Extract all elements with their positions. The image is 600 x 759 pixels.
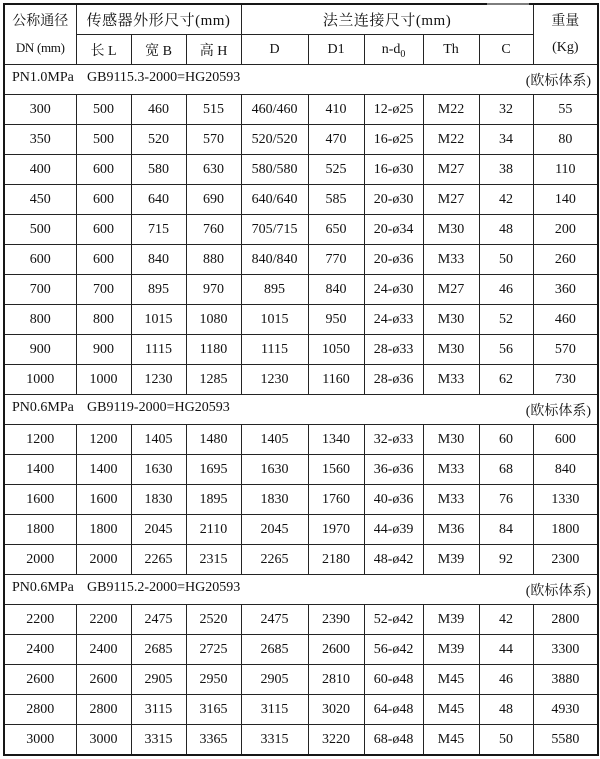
section-row bbox=[4, 65, 598, 95]
cell-n-d0: 24-ø30 bbox=[364, 275, 423, 305]
cell-d1: 2390 bbox=[308, 605, 364, 635]
data-row bbox=[4, 605, 598, 635]
cell-n-d0: 44-ø39 bbox=[364, 515, 423, 545]
data-row bbox=[4, 335, 598, 365]
cell-dn: 600 bbox=[4, 245, 76, 275]
cell-d: 2905 bbox=[241, 665, 308, 695]
cell-width-b: 2905 bbox=[131, 665, 186, 695]
cell-weight: 3880 bbox=[533, 665, 598, 695]
cell-weight: 1330 bbox=[533, 485, 598, 515]
flange-spec-table bbox=[3, 3, 599, 756]
data-row bbox=[4, 305, 598, 335]
pressure-rating: PN1.0MPa bbox=[12, 69, 74, 85]
subheader-length-l: 长 L bbox=[76, 35, 131, 65]
data-row bbox=[4, 245, 598, 275]
cell-n-d0: 36-ø36 bbox=[364, 455, 423, 485]
cell-n-d0: 28-ø36 bbox=[364, 365, 423, 395]
section-header-cell bbox=[4, 65, 598, 95]
cell-dn: 2200 bbox=[4, 605, 76, 635]
subheader-d1: D1 bbox=[308, 35, 364, 65]
cell-d: 1830 bbox=[241, 485, 308, 515]
data-row bbox=[4, 665, 598, 695]
cell-length-l: 2800 bbox=[76, 695, 131, 725]
standard-code: GB9115.3-2000=HG20593 bbox=[87, 69, 241, 85]
cell-th: M30 bbox=[423, 335, 479, 365]
data-row bbox=[4, 635, 598, 665]
cell-length-l: 800 bbox=[76, 305, 131, 335]
cell-c: 62 bbox=[479, 365, 533, 395]
cell-n-d0: 64-ø48 bbox=[364, 695, 423, 725]
cell-dn: 500 bbox=[4, 215, 76, 245]
cell-th: M33 bbox=[423, 365, 479, 395]
cell-c: 38 bbox=[479, 155, 533, 185]
subheader-c: C bbox=[479, 35, 533, 65]
cell-width-b: 2045 bbox=[131, 515, 186, 545]
data-row bbox=[4, 95, 598, 125]
data-row bbox=[4, 695, 598, 725]
cell-width-b: 1405 bbox=[131, 425, 186, 455]
cell-n-d0: 52-ø42 bbox=[364, 605, 423, 635]
data-row bbox=[4, 275, 598, 305]
cell-width-b: 715 bbox=[131, 215, 186, 245]
pressure-rating: PN0.6MPa bbox=[12, 579, 74, 595]
cell-d1: 1050 bbox=[308, 335, 364, 365]
cell-n-d0: 60-ø48 bbox=[364, 665, 423, 695]
header-flange-group: 法兰连接尺寸(mm) bbox=[241, 4, 533, 35]
section-row bbox=[4, 575, 598, 605]
cell-width-b: 895 bbox=[131, 275, 186, 305]
cell-length-l: 700 bbox=[76, 275, 131, 305]
cell-d: 1630 bbox=[241, 455, 308, 485]
cell-n-d0: 12-ø25 bbox=[364, 95, 423, 125]
cell-d: 1405 bbox=[241, 425, 308, 455]
cell-d1: 2180 bbox=[308, 545, 364, 575]
cell-length-l: 600 bbox=[76, 215, 131, 245]
cell-dn: 2600 bbox=[4, 665, 76, 695]
cell-th: M45 bbox=[423, 725, 479, 756]
pressure-rating: PN0.6MPa bbox=[12, 399, 74, 415]
cell-c: 50 bbox=[479, 725, 533, 756]
cell-d: 640/640 bbox=[241, 185, 308, 215]
n-d0-base: n-d bbox=[381, 41, 401, 57]
cell-weight: 55 bbox=[533, 95, 598, 125]
data-row bbox=[4, 545, 598, 575]
header-dn-line2: DN (mm) bbox=[15, 39, 65, 55]
cell-length-l: 3000 bbox=[76, 725, 131, 756]
cell-height-h: 2315 bbox=[186, 545, 241, 575]
cell-width-b: 1015 bbox=[131, 305, 186, 335]
subheader-d: D bbox=[241, 35, 308, 65]
cell-d1: 2810 bbox=[308, 665, 364, 695]
header-row-sub bbox=[4, 35, 598, 65]
cell-width-b: 580 bbox=[131, 155, 186, 185]
cell-width-b: 1630 bbox=[131, 455, 186, 485]
cell-d: 460/460 bbox=[241, 95, 308, 125]
cell-th: M39 bbox=[423, 545, 479, 575]
header-weight-line1: 重量 bbox=[551, 13, 580, 29]
cell-weight: 840 bbox=[533, 455, 598, 485]
cell-length-l: 2000 bbox=[76, 545, 131, 575]
table-header bbox=[4, 4, 598, 65]
cell-n-d0: 28-ø33 bbox=[364, 335, 423, 365]
cell-length-l: 1600 bbox=[76, 485, 131, 515]
cell-width-b: 3115 bbox=[131, 695, 186, 725]
cell-n-d0: 24-ø33 bbox=[364, 305, 423, 335]
cell-dn: 350 bbox=[4, 125, 76, 155]
header-row-groups bbox=[4, 4, 598, 35]
cell-th: M27 bbox=[423, 185, 479, 215]
header-dn bbox=[4, 4, 76, 65]
cell-weight: 5580 bbox=[533, 725, 598, 756]
cell-height-h: 1895 bbox=[186, 485, 241, 515]
cell-weight: 460 bbox=[533, 305, 598, 335]
table-body bbox=[4, 65, 598, 756]
cell-n-d0: 56-ø42 bbox=[364, 635, 423, 665]
header-sensor-group: 传感器外形尺寸(mm) bbox=[76, 4, 241, 35]
cell-d: 1115 bbox=[241, 335, 308, 365]
cell-d: 2265 bbox=[241, 545, 308, 575]
subheader-height-h: 高 H bbox=[186, 35, 241, 65]
cell-length-l: 1200 bbox=[76, 425, 131, 455]
cell-c: 46 bbox=[479, 275, 533, 305]
crop-artifact bbox=[487, 3, 529, 5]
cell-c: 42 bbox=[479, 605, 533, 635]
subheader-th: Th bbox=[423, 35, 479, 65]
cell-width-b: 3315 bbox=[131, 725, 186, 756]
cell-height-h: 3165 bbox=[186, 695, 241, 725]
cell-d: 840/840 bbox=[241, 245, 308, 275]
cell-th: M39 bbox=[423, 635, 479, 665]
data-row bbox=[4, 215, 598, 245]
cell-dn: 1200 bbox=[4, 425, 76, 455]
cell-weight: 140 bbox=[533, 185, 598, 215]
cell-length-l: 1400 bbox=[76, 455, 131, 485]
header-weight bbox=[533, 4, 598, 65]
cell-dn: 1000 bbox=[4, 365, 76, 395]
cell-c: 48 bbox=[479, 695, 533, 725]
cell-length-l: 1800 bbox=[76, 515, 131, 545]
header-dn-line1: 公称通径 bbox=[12, 13, 69, 29]
cell-height-h: 630 bbox=[186, 155, 241, 185]
cell-d1: 770 bbox=[308, 245, 364, 275]
cell-length-l: 500 bbox=[76, 95, 131, 125]
cell-th: M33 bbox=[423, 485, 479, 515]
cell-dn: 1400 bbox=[4, 455, 76, 485]
header-weight-line2: (Kg) bbox=[552, 39, 579, 55]
cell-width-b: 640 bbox=[131, 185, 186, 215]
cell-length-l: 600 bbox=[76, 185, 131, 215]
cell-height-h: 3365 bbox=[186, 725, 241, 756]
section-row bbox=[4, 395, 598, 425]
cell-width-b: 2265 bbox=[131, 545, 186, 575]
cell-width-b: 1230 bbox=[131, 365, 186, 395]
cell-d1: 3220 bbox=[308, 725, 364, 756]
cell-height-h: 1480 bbox=[186, 425, 241, 455]
cell-weight: 4930 bbox=[533, 695, 598, 725]
cell-length-l: 2400 bbox=[76, 635, 131, 665]
cell-height-h: 2725 bbox=[186, 635, 241, 665]
standard-note: (欧标体系) bbox=[525, 583, 592, 599]
cell-height-h: 760 bbox=[186, 215, 241, 245]
cell-height-h: 2950 bbox=[186, 665, 241, 695]
cell-th: M30 bbox=[423, 425, 479, 455]
cell-weight: 600 bbox=[533, 425, 598, 455]
cell-height-h: 690 bbox=[186, 185, 241, 215]
standard-code: GB9119-2000=HG20593 bbox=[87, 399, 230, 415]
cell-dn: 300 bbox=[4, 95, 76, 125]
cell-c: 84 bbox=[479, 515, 533, 545]
cell-c: 46 bbox=[479, 665, 533, 695]
cell-d1: 1970 bbox=[308, 515, 364, 545]
cell-weight: 2300 bbox=[533, 545, 598, 575]
data-row bbox=[4, 515, 598, 545]
data-row bbox=[4, 725, 598, 756]
cell-d1: 1560 bbox=[308, 455, 364, 485]
cell-width-b: 520 bbox=[131, 125, 186, 155]
cell-th: M27 bbox=[423, 155, 479, 185]
cell-n-d0: 16-ø30 bbox=[364, 155, 423, 185]
cell-th: M33 bbox=[423, 245, 479, 275]
cell-c: 32 bbox=[479, 95, 533, 125]
cell-n-d0: 68-ø48 bbox=[364, 725, 423, 756]
cell-th: M30 bbox=[423, 305, 479, 335]
cell-c: 42 bbox=[479, 185, 533, 215]
cell-d1: 1160 bbox=[308, 365, 364, 395]
cell-weight: 2800 bbox=[533, 605, 598, 635]
cell-weight: 260 bbox=[533, 245, 598, 275]
cell-width-b: 1830 bbox=[131, 485, 186, 515]
standard-code: GB9115.2-2000=HG20593 bbox=[87, 579, 241, 595]
cell-height-h: 1080 bbox=[186, 305, 241, 335]
cell-weight: 110 bbox=[533, 155, 598, 185]
cell-length-l: 600 bbox=[76, 245, 131, 275]
data-row bbox=[4, 365, 598, 395]
cell-th: M45 bbox=[423, 695, 479, 725]
cell-dn: 1600 bbox=[4, 485, 76, 515]
cell-d1: 410 bbox=[308, 95, 364, 125]
cell-n-d0: 20-ø36 bbox=[364, 245, 423, 275]
cell-th: M27 bbox=[423, 275, 479, 305]
data-row bbox=[4, 455, 598, 485]
cell-width-b: 1115 bbox=[131, 335, 186, 365]
cell-length-l: 500 bbox=[76, 125, 131, 155]
cell-c: 60 bbox=[479, 425, 533, 455]
cell-d: 1015 bbox=[241, 305, 308, 335]
cell-d1: 950 bbox=[308, 305, 364, 335]
cell-n-d0: 40-ø36 bbox=[364, 485, 423, 515]
cell-dn: 450 bbox=[4, 185, 76, 215]
cell-dn: 400 bbox=[4, 155, 76, 185]
cell-d: 520/520 bbox=[241, 125, 308, 155]
subheader-width-b: 宽 B bbox=[131, 35, 186, 65]
cell-length-l: 600 bbox=[76, 155, 131, 185]
data-row bbox=[4, 185, 598, 215]
cell-dn: 2800 bbox=[4, 695, 76, 725]
cell-n-d0: 48-ø42 bbox=[364, 545, 423, 575]
cell-c: 76 bbox=[479, 485, 533, 515]
cell-th: M33 bbox=[423, 455, 479, 485]
data-row bbox=[4, 485, 598, 515]
cell-dn: 3000 bbox=[4, 725, 76, 756]
cell-d1: 650 bbox=[308, 215, 364, 245]
cell-height-h: 880 bbox=[186, 245, 241, 275]
cell-d: 2475 bbox=[241, 605, 308, 635]
cell-width-b: 460 bbox=[131, 95, 186, 125]
cell-th: M30 bbox=[423, 215, 479, 245]
cell-d: 895 bbox=[241, 275, 308, 305]
cell-dn: 2400 bbox=[4, 635, 76, 665]
cell-dn: 800 bbox=[4, 305, 76, 335]
cell-d1: 470 bbox=[308, 125, 364, 155]
cell-dn: 900 bbox=[4, 335, 76, 365]
data-row bbox=[4, 425, 598, 455]
standard-note: (欧标体系) bbox=[525, 73, 592, 89]
cell-c: 92 bbox=[479, 545, 533, 575]
cell-th: M22 bbox=[423, 125, 479, 155]
cell-n-d0: 16-ø25 bbox=[364, 125, 423, 155]
cell-length-l: 2200 bbox=[76, 605, 131, 635]
cell-d1: 585 bbox=[308, 185, 364, 215]
cell-d1: 2600 bbox=[308, 635, 364, 665]
cell-weight: 730 bbox=[533, 365, 598, 395]
cell-height-h: 515 bbox=[186, 95, 241, 125]
subheader-n-d0 bbox=[364, 35, 423, 65]
cell-d: 2045 bbox=[241, 515, 308, 545]
cell-length-l: 900 bbox=[76, 335, 131, 365]
cell-width-b: 2685 bbox=[131, 635, 186, 665]
cell-c: 68 bbox=[479, 455, 533, 485]
cell-length-l: 2600 bbox=[76, 665, 131, 695]
cell-weight: 360 bbox=[533, 275, 598, 305]
cell-d: 3315 bbox=[241, 725, 308, 756]
cell-d1: 3020 bbox=[308, 695, 364, 725]
cell-dn: 700 bbox=[4, 275, 76, 305]
cell-weight: 80 bbox=[533, 125, 598, 155]
cell-width-b: 2475 bbox=[131, 605, 186, 635]
cell-th: M36 bbox=[423, 515, 479, 545]
cell-dn: 1800 bbox=[4, 515, 76, 545]
cell-c: 56 bbox=[479, 335, 533, 365]
cell-c: 52 bbox=[479, 305, 533, 335]
section-header-cell bbox=[4, 575, 598, 605]
cell-height-h: 1285 bbox=[186, 365, 241, 395]
cell-n-d0: 20-ø34 bbox=[364, 215, 423, 245]
cell-n-d0: 32-ø33 bbox=[364, 425, 423, 455]
cell-length-l: 1000 bbox=[76, 365, 131, 395]
cell-th: M22 bbox=[423, 95, 479, 125]
cell-c: 50 bbox=[479, 245, 533, 275]
cell-d: 705/715 bbox=[241, 215, 308, 245]
cell-height-h: 1180 bbox=[186, 335, 241, 365]
cell-n-d0: 20-ø30 bbox=[364, 185, 423, 215]
cell-height-h: 1695 bbox=[186, 455, 241, 485]
cell-d1: 525 bbox=[308, 155, 364, 185]
cell-th: M39 bbox=[423, 605, 479, 635]
cell-height-h: 570 bbox=[186, 125, 241, 155]
cell-weight: 200 bbox=[533, 215, 598, 245]
cell-height-h: 2520 bbox=[186, 605, 241, 635]
cell-d1: 1340 bbox=[308, 425, 364, 455]
section-header-cell bbox=[4, 395, 598, 425]
cell-weight: 1800 bbox=[533, 515, 598, 545]
data-row bbox=[4, 125, 598, 155]
cell-weight: 570 bbox=[533, 335, 598, 365]
cell-dn: 2000 bbox=[4, 545, 76, 575]
cell-weight: 3300 bbox=[533, 635, 598, 665]
data-row bbox=[4, 155, 598, 185]
cell-c: 48 bbox=[479, 215, 533, 245]
cell-height-h: 2110 bbox=[186, 515, 241, 545]
cell-height-h: 970 bbox=[186, 275, 241, 305]
cell-d1: 840 bbox=[308, 275, 364, 305]
cell-c: 44 bbox=[479, 635, 533, 665]
cell-width-b: 840 bbox=[131, 245, 186, 275]
cell-d: 2685 bbox=[241, 635, 308, 665]
cell-d: 1230 bbox=[241, 365, 308, 395]
standard-note: (欧标体系) bbox=[525, 403, 592, 419]
cell-c: 34 bbox=[479, 125, 533, 155]
cell-th: M45 bbox=[423, 665, 479, 695]
n-d0-subscript: 0 bbox=[400, 48, 406, 60]
cell-d1: 1760 bbox=[308, 485, 364, 515]
cell-d: 3115 bbox=[241, 695, 308, 725]
cell-d: 580/580 bbox=[241, 155, 308, 185]
